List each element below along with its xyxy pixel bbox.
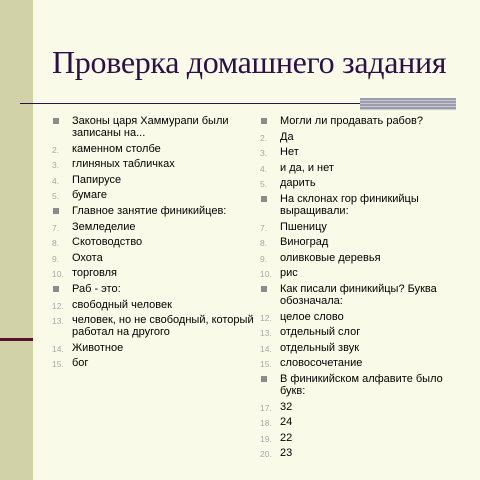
item-text: дарить [280, 177, 316, 190]
item-number: 19. [260, 433, 272, 444]
item-text: целое слово [280, 310, 344, 323]
left-decorative-band [0, 0, 33, 480]
answer-option [260, 252, 470, 264]
answer-option [260, 236, 470, 248]
question-item [52, 115, 257, 139]
item-number: 12. [52, 300, 64, 311]
item-text: На склонах гор финикийцы выращивали: [280, 192, 419, 217]
answer-option [52, 267, 257, 279]
item-text: Главное занятие финикийцев: [72, 204, 227, 217]
answer-option [260, 357, 470, 369]
item-number: 4. [52, 175, 60, 186]
answer-option [52, 236, 257, 248]
item-number: 13. [260, 328, 272, 339]
question-item [260, 193, 470, 217]
item-text: Папирусе [72, 173, 122, 186]
question-item [260, 283, 470, 307]
question-item [52, 283, 257, 295]
item-text: Законы царя Хаммурапи были записаны на... [72, 115, 229, 139]
answer-option [260, 267, 470, 279]
answer-option [52, 252, 257, 264]
item-number: 5. [52, 191, 60, 202]
item-number: 12. [260, 312, 272, 323]
item-number: 4. [260, 163, 268, 174]
answer-option [260, 326, 470, 338]
item-text: Виноград [280, 236, 329, 249]
item-number: 7. [52, 222, 60, 233]
item-text: торговля [72, 267, 118, 280]
answer-option [52, 221, 257, 233]
item-text: Нет [280, 146, 299, 159]
question-item [52, 205, 257, 217]
item-text: Пшеницу [280, 220, 327, 233]
answer-option [52, 314, 257, 338]
item-text: глиняных табличках [72, 158, 175, 171]
answer-option [52, 299, 257, 311]
item-number: 2. [52, 144, 60, 155]
item-text: Да [280, 130, 294, 143]
item-text: 24 [280, 416, 293, 429]
item-number: 3. [260, 148, 268, 159]
answer-option [52, 189, 257, 201]
answer-option [260, 177, 470, 189]
left-quiz-column [52, 115, 257, 373]
item-text: 22 [280, 431, 293, 444]
item-number: 10. [260, 269, 272, 280]
item-text: Животное [72, 341, 124, 354]
item-text: бумаге [72, 189, 108, 202]
item-number: 7. [260, 222, 268, 233]
item-number: 15. [52, 359, 64, 370]
item-text: Земледелие [72, 220, 136, 233]
answer-option [52, 143, 257, 155]
item-text: рис [280, 267, 298, 280]
item-number: 2. [260, 132, 268, 143]
question-item [260, 115, 470, 127]
item-text: оливковые деревья [280, 251, 381, 264]
item-number: 20. [260, 449, 272, 460]
item-number: 14. [52, 343, 64, 354]
item-text: Как писали финикийцы? Буква обозначала: [280, 282, 437, 307]
item-text: отдельный звук [280, 341, 360, 354]
item-number: 18. [260, 418, 272, 429]
question-item [260, 373, 470, 397]
item-number: 13. [52, 316, 64, 327]
answer-option [260, 221, 470, 233]
answer-option [260, 342, 470, 354]
item-number: 8. [260, 238, 268, 249]
slide-title: Проверка домашнего задания [52, 44, 447, 80]
right-quiz-column [260, 115, 470, 463]
item-number: 5. [260, 179, 268, 190]
item-text: человек, но не свободный, который работал на другого [72, 314, 254, 339]
item-text: бог [72, 357, 89, 370]
item-number: 17. [260, 402, 272, 413]
answer-option [260, 416, 470, 428]
answer-option [260, 447, 470, 459]
item-text: и да, и нет [280, 161, 334, 174]
answer-option [52, 174, 257, 186]
band-accent-mark [0, 338, 33, 341]
item-text: свободный человек [72, 298, 172, 311]
item-text: Охота [72, 251, 103, 264]
item-text: каменном столбе [72, 142, 161, 155]
answer-option [260, 401, 470, 413]
item-text: Скотоводство [72, 236, 143, 249]
answer-option [260, 146, 470, 158]
item-number: 9. [52, 253, 60, 264]
item-number: 14. [260, 343, 272, 354]
title-decorative-bar [360, 98, 456, 110]
answer-option [260, 131, 470, 143]
answer-option [52, 158, 257, 170]
item-text: 32 [280, 400, 293, 413]
answer-option [52, 357, 257, 369]
item-number: 9. [260, 253, 268, 264]
item-number: 10. [52, 269, 64, 280]
answer-option [52, 342, 257, 354]
item-text: В финикийском алфавите было букв: [280, 372, 443, 397]
item-number: 3. [52, 160, 60, 171]
item-text: Могли ли продавать рабов? [280, 115, 423, 127]
item-text: Раб - это: [72, 282, 121, 295]
answer-option [260, 311, 470, 323]
item-text: отдельный слог [280, 326, 361, 339]
answer-option [260, 432, 470, 444]
item-number: 8. [52, 238, 60, 249]
item-text: словосочетание [280, 357, 363, 370]
item-text: 23 [280, 447, 293, 460]
item-number: 15. [260, 359, 272, 370]
answer-option [260, 162, 470, 174]
